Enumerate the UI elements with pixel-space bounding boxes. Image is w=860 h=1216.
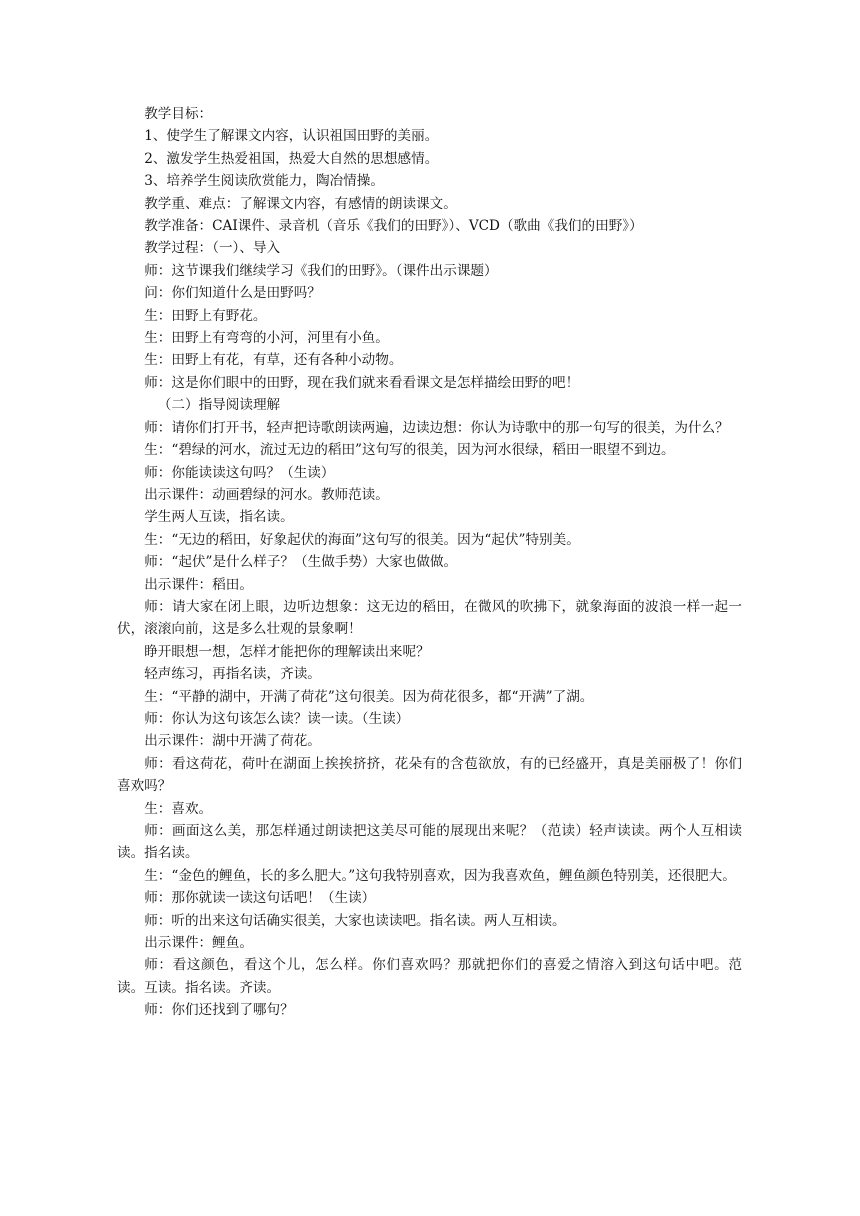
paragraph: 师：你们还找到了哪句？ (144, 1002, 294, 1019)
document-page (117, 103, 742, 1022)
paragraph: 出示课件：湖中开满了荷花。 (144, 733, 321, 750)
paragraph: 师：你认为这句该怎么读？读一读。（生读） (144, 710, 410, 727)
paragraph-process-intro: 教学过程：（一）、导入 (144, 240, 281, 257)
paragraph: 生：田野上有野花。 (144, 307, 267, 324)
paragraph: 学生两人互读，指名读。 (144, 509, 294, 526)
paragraph: 生：“无边的稻田，好象起伏的海面”这句写的很美。因为“起伏”特别美。 (144, 531, 580, 548)
paragraph: 师：这节课我们继续学习《我们的田野》。（课件出示课题） (144, 262, 498, 279)
paragraph: 问：你们知道什么是田野吗？ (144, 285, 321, 302)
paragraph: 生：田野上有花，有草，还有各种小动物。 (144, 352, 403, 369)
paragraph: 轻声练习，再指名读，齐读。 (144, 666, 321, 683)
paragraph: 师：看这颜色，看这个儿，怎么样。你们喜欢吗？那就把你们的喜爱之情溶入到这句话中吧。范读。互读。指名读。齐读。 (117, 957, 742, 996)
paragraph: 生：“金色的鲤鱼，长的多么肥大。”这句我特别喜欢，因为我喜欢鱼，鲤鱼颜色特别美，还很肥大。 (144, 867, 736, 884)
paragraph: 师：“起伏”是什么样子？（生做手势）大家也做做。 (144, 554, 458, 571)
paragraph: 睁开眼想一想，怎样才能把你的理解读出来呢？ (144, 643, 430, 660)
paragraph: 师：那你就读一读这句话吧！（生读） (144, 890, 376, 907)
paragraph: 生：田野上有弯弯的小河，河里有小鱼。 (144, 330, 389, 347)
paragraph-goal-3: 3、培养学生阅读欣赏能力，陶冶情操。 (144, 173, 384, 190)
paragraph: 师：画面这么美，那怎样通过朗读把这美尽可能的展现出来呢？（范读）轻声读读。两个人互相读读。指名读。 (117, 823, 742, 862)
paragraph-key-points: 教学重、难点：了解课文内容，有感情的朗读课文。 (144, 195, 457, 212)
paragraph-goal-2: 2、激发学生热爱祖国，热爱大自然的思想感情。 (144, 150, 439, 167)
paragraph-heading-goals: 教学目标： (144, 106, 213, 122)
paragraph: 生：“平静的湖中，开满了荷花”这句很美。因为荷花很多，都“开满”了湖。 (144, 688, 594, 705)
paragraph: 师：看这荷花，荷叶在湖面上挨挨挤挤，花朵有的含苞欲放，有的已经盛开，真是美丽极了！你们喜欢吗？ (117, 755, 742, 795)
paragraph: 师：你能读读这句吗？（生读） (144, 464, 335, 481)
paragraph-goal-1: 1、使学生了解课文内容，认识祖国田野的美丽。 (144, 128, 439, 145)
paragraph-preparation: 教学准备：CAI课件、录音机（音乐《我们的田野》）、VCD（歌曲《我们的田野》） (144, 218, 643, 235)
paragraph: 出示课件：动画碧绿的河水。教师范读。 (144, 486, 389, 503)
paragraph: 师：这是你们眼中的田野，现在我们就来看看课文是怎样描绘田野的吧！ (144, 374, 580, 391)
section-heading-reading: （二）指导阅读理解 (157, 397, 281, 414)
paragraph: 师：听的出来这句话确实很美，大家也读读吧。指名读。两人互相读。 (144, 912, 566, 929)
paragraph: 出示课件：稻田。 (144, 576, 253, 593)
paragraph: 生：喜欢。 (144, 800, 213, 817)
paragraph: 师：请你们打开书，轻声把诗歌朗读两遍，边读边想：你认为诗歌中的那一句写的很美，为什么？ (144, 419, 729, 436)
paragraph: 师：请大家在闭上眼，边听边想象：这无边的稻田，在微风的吹拂下，就象海面的波浪一样一起一伏，滚滚向前，这是多么壮观的景象啊！ (117, 598, 742, 638)
paragraph: 出示课件：鲤鱼。 (144, 935, 253, 952)
paragraph: 生：“碧绿的河水，流过无边的稻田”这句写的很美，因为河水很绿，稻田一眼望不到边。 (144, 442, 675, 459)
